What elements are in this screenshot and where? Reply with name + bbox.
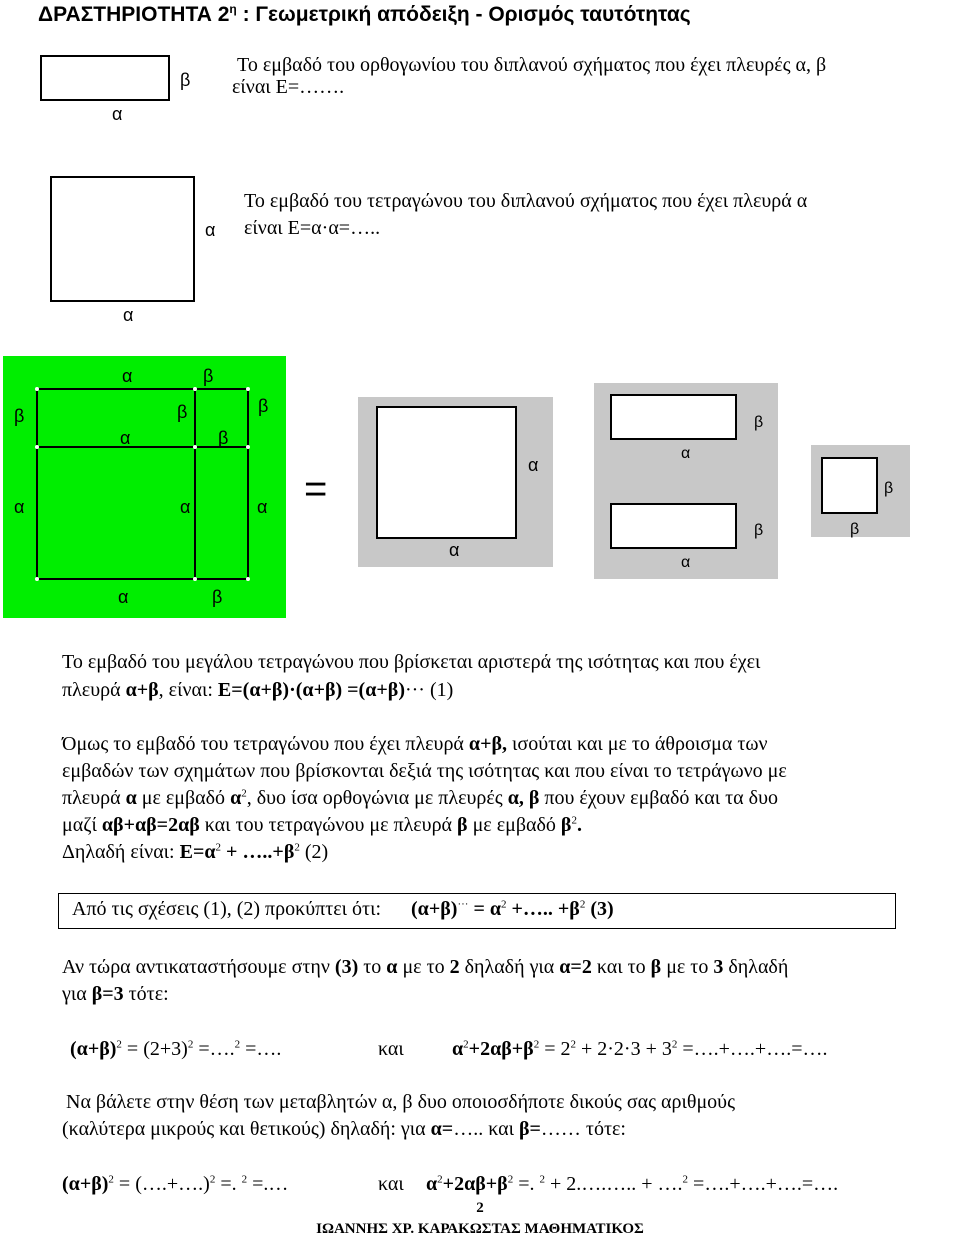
green-label-right-b: β [258,396,269,416]
big-square-bottom-label: α [449,540,460,560]
para2-line4: μαζί αβ+αβ=2αβ και του τετραγώνου με πλευρά β με εμβαδό $\beta^2$. [62,814,582,836]
footer-author: ΙΩΑΝΝΗΣ ΧΡ. ΚΑΡΑΚΩΣΤΑΣ ΜΑΘΗΜΑΤΙΚΟΣ [316,1221,644,1237]
small-square-side-label: β [884,480,894,497]
square-bottom-label: α [123,305,134,325]
conclusion-text: Από τις σχέσεις (1), (2) προκύπτει ότι: $(\alpha+\beta)^{\cdot\cdot\cdot} = \alpha^2$ +….. $+\beta^2$ (3) [72,898,614,920]
para2-line2: εμβαδών των σχημάτων που βρίσκονται δεξιά της ισότητας και που είναι το τετράγωνο με [62,760,787,782]
small-square-bottom-label: β [850,521,860,538]
rectangle-bottom-label: α [112,104,123,124]
square-side-label: α [205,220,216,240]
square-figure [50,176,195,302]
para2-line3: πλευρά α με εμβαδό $\alpha^2$, δυο ίσα ορθογώνια με πλευρές α, β που έχουν εμβαδό και τα δυο [62,787,778,809]
rectangle-ab-top [611,395,736,439]
green-label-bottom-a: α [118,587,129,607]
green-label-row2-b: β [218,428,229,448]
rectangle-text-line2: είναι Ε=……. [232,76,345,98]
rect-top-side-label: β [754,414,764,431]
rect-bottom-side-label: β [754,522,764,539]
equals-sign: = [304,467,328,511]
equation-line1-right: $\alpha^2+2\alpha\beta+\beta^2 = 2^2 + 2\cdot 2\cdot 3 + 3^2$ =….+….+….=…. [452,1038,828,1060]
rectangle-figure [40,55,170,101]
green-label-right-a: α [257,497,268,517]
para3-line2: για β=3 τότε: [62,983,169,1005]
para2-line5: Δηλαδή είναι: $E=\alpha^2$ + $\dots..+\beta^2$ (2) [62,841,329,863]
green-label-bottom-b: β [212,587,223,607]
rectangle-ab-bottom [611,504,736,548]
square-text-line1: Το εμβαδό του τετραγώνου του διπλανού σχήματος που έχει πλευρά α [244,190,808,212]
big-square-side-label: α [528,455,539,475]
green-label-top-a: α [122,366,133,386]
page-number: 2 [476,1200,484,1216]
para4-line1: Να βάλετε στην θέση των μεταβλητών α, β δυο οποιοσδήποτε δικούς σας αριθμούς [66,1091,735,1113]
para3-line1: Αν τώρα αντικαταστήσουμε στην (3) το α με το 2 δηλαδή για α=2 και το β με το 3 δηλαδή [62,956,789,978]
green-label-top-b: β [203,366,214,386]
para1-line1: Το εμβαδό του μεγάλου τετραγώνου που βρίσκεται αριστερά της ισότητας και που έχει [62,651,761,673]
small-square [822,458,877,513]
identity-figure [0,350,960,620]
green-label-left-a: α [14,497,25,517]
rectangle-text-line1: Το εμβαδό του ορθογωνίου του διπλανού σχήματος που έχει πλευρές α, β [237,54,827,76]
big-square [377,407,516,538]
square-text-line2: είναι Ε=α·α=….. [244,217,381,239]
rect-top-bottom-label: α [681,445,691,462]
equation-line2-left: $(\alpha+\beta)^2$ = (….+….)$^2$ =. $^2$ =.… [62,1173,289,1195]
green-label-mid-b: β [177,402,188,422]
para2-line1: Όμως το εμβαδό του τετραγώνου που έχει πλευρά α+β, ισούται και με το άθροισμα των [62,733,768,755]
rect-bottom-bottom-label: α [681,554,691,571]
green-label-row2-a: α [120,428,131,448]
green-label-mid-a: α [180,497,191,517]
equation-line1-left: $(\alpha+\beta)^2 = (2+3)^2$ =….$^2$ =…. [70,1038,282,1060]
rectangle-side-label: β [180,70,191,90]
green-label-left-b: β [14,406,25,426]
equation-line2-right: $\alpha^2+2\alpha\beta+\beta^2$ =. $^2$ + 2.….….. + ….$^2$ =….+….+….=…. [426,1173,839,1195]
para1-line2: πλευρά α+β, είναι: Ε=(α+β)·(α+β) =(α+β)··· (1) [62,679,454,701]
equation-line1-and: και [378,1038,404,1060]
para4-line2: (καλύτερα μικρούς και θετικούς) δηλαδή: για α=….. και β=…… τότε: [62,1118,626,1140]
page-title: ΔΡΑΣΤΗΡΙΟΤΗΤΑ $2^\eta$ : Γεωμετρική απόδειξη - Ορισμός ταυτότητας [38,2,691,26]
equation-line2-and: και [378,1173,404,1195]
